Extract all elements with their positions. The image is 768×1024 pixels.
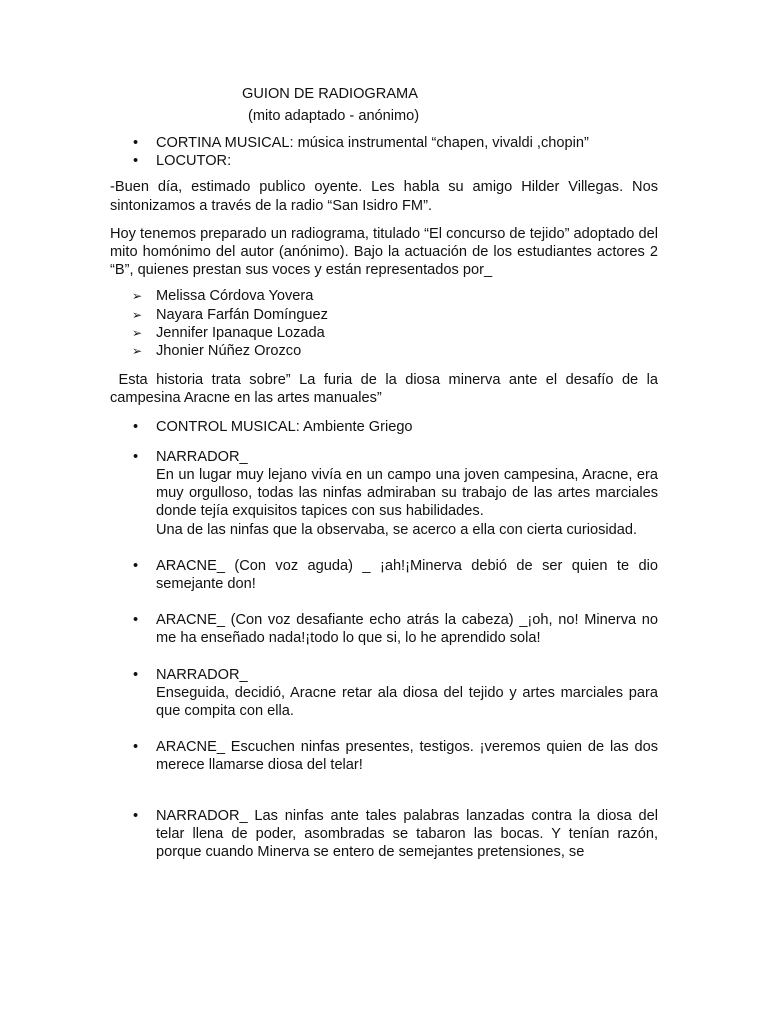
narrador-text: Una de las ninfas que la observaba, se acerco a ella con cierta curiosidad. xyxy=(156,521,638,538)
radiogram-intro: Hoy tenemos preparado un radiograma, titulado “El concurso de tejido” adoptado del mito homónimo del autor (anónimo). Bajo la actuación de los estudiantes actores 2 “B”, quienes prestan sus voces y están representados por_ xyxy=(110,225,658,279)
intro-bullet-list xyxy=(110,134,658,170)
document-title: GUION DE RADIOGRAMA xyxy=(242,86,418,102)
cast-member: Nayara Farfán Domínguez xyxy=(156,306,328,323)
bullet-icon: • xyxy=(133,557,139,574)
document-subtitle: (mito adaptado - anónimo) xyxy=(248,108,420,124)
control-musical-text: CONTROL MUSICAL: Ambiente Griego xyxy=(156,418,413,435)
bullet-icon: • xyxy=(133,612,139,629)
bullet-icon: • xyxy=(133,418,139,435)
bullet-icon: • xyxy=(133,153,139,170)
arrow-bullet-icon: ➢ xyxy=(132,344,143,359)
aracne-line: ARACNE_ Escuchen ninfas presentes, testigos. ¡veremos quien de las dos merece llamarse diosa del telar! xyxy=(156,739,658,774)
narrador-label: NARRADOR_ xyxy=(156,666,248,683)
list-item xyxy=(110,306,658,324)
list-item xyxy=(110,666,658,721)
bullet-icon: • xyxy=(133,448,139,465)
list-item xyxy=(110,557,658,593)
aracne-line: ARACNE_ (Con voz desafiante echo atrás la cabeza) _¡oh, no! Minerva no me ha enseñado nada!¡todo lo que si, lo he aprendido sola! xyxy=(156,612,658,647)
cast-member: Melissa Córdova Yovera xyxy=(156,288,314,305)
document-page xyxy=(110,84,663,861)
cortina-musical-text: CORTINA MUSICAL: música instrumental “chapen, vivaldi ,chopin” xyxy=(156,135,589,151)
bullet-icon: • xyxy=(133,135,139,151)
locutor-greeting: -Buen día, estimado publico oyente. Les habla su amigo Hilder Villegas. Nos sintonizamos a través de la radio “San Isidro FM”. xyxy=(110,179,658,214)
narrador-text: Enseguida, decidió, Aracne retar ala diosa del tejido y artes marciales para que compita con ella. xyxy=(156,684,658,720)
arrow-bullet-icon: ➢ xyxy=(132,307,143,322)
list-item xyxy=(110,738,658,774)
cast-list xyxy=(110,287,658,360)
cast-member: Jhonier Núñez Orozco xyxy=(156,343,302,360)
arrow-bullet-icon: ➢ xyxy=(132,325,143,340)
arrow-bullet-icon: ➢ xyxy=(132,289,143,304)
bullet-icon: • xyxy=(133,807,139,824)
bullet-icon: • xyxy=(133,739,139,756)
script-bullet-list xyxy=(110,418,658,862)
list-item xyxy=(110,611,658,647)
list-item xyxy=(110,807,658,862)
narrador-label: NARRADOR_ xyxy=(156,448,248,465)
narrador-text: En un lugar muy lejano vivía en un campo una joven campesina, Aracne, era muy orgulloso, todas las ninfas admiraban su trabajo de las artes marciales donde tejía exquisitos tapices con sus habilidades. xyxy=(156,467,658,520)
locutor-label: LOCUTOR: xyxy=(156,153,232,170)
aracne-line: ARACNE_ (Con voz aguda) _ ¡ah!¡Minerva debió de ser quien te dio semejante don! xyxy=(156,557,658,593)
list-item xyxy=(110,152,658,170)
list-item xyxy=(110,324,658,342)
bullet-icon: • xyxy=(133,666,139,683)
list-item xyxy=(110,287,658,305)
list-item xyxy=(110,418,658,436)
list-item xyxy=(110,134,658,152)
cast-member: Jennifer Ipanaque Lozada xyxy=(156,324,325,341)
narrador-line: NARRADOR_ Las ninfas ante tales palabras lanzadas contra la diosa del telar llena de poder, asombradas se tabaron las bocas. Y tenían razón, porque cuando Minerva se entero de semejantes pretensiones, se xyxy=(156,807,658,861)
story-summary: Esta historia trata sobre” La furia de la diosa minerva ante el desafío de la campesina Aracne en las artes manuales” xyxy=(110,372,663,407)
list-item xyxy=(110,448,658,539)
list-item xyxy=(110,342,658,360)
